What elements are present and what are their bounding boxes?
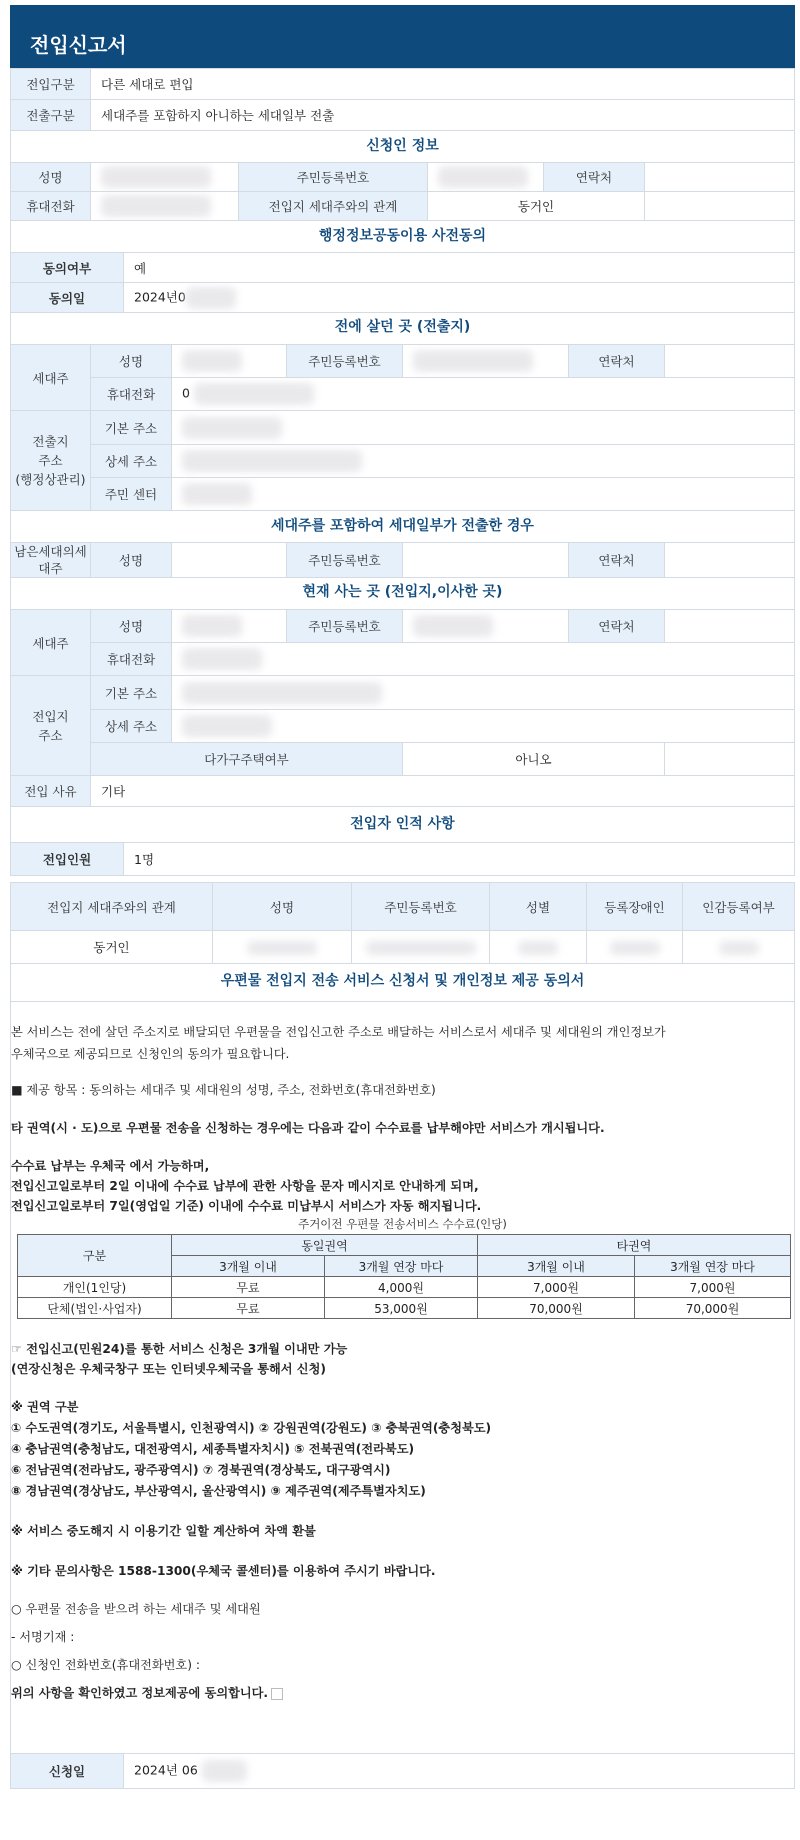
prev-head-label: 세대주	[11, 345, 91, 411]
current-table	[10, 609, 795, 807]
current-rrn-label: 주민등록번호	[287, 610, 403, 643]
prev-table	[10, 344, 795, 511]
partial-contact-label: 연락처	[569, 543, 665, 578]
applicant-rrn-label: 주민등록번호	[239, 163, 428, 192]
postal-fee-2: 전입신고일로부터 2일 이내에 수수료 납부에 관한 사항을 문자 메시지로 안내하게 되며,	[11, 1179, 479, 1193]
postal-section-title: 우편물 전입지 전송 서비스 신청서 및 개인정보 제공 동의서	[10, 964, 795, 1002]
out-type-value: 세대주를 포함하지 아니하는 세대일부 전출	[91, 100, 795, 131]
current-multi-label: 다가구주택여부	[91, 743, 403, 776]
partial-head-label: 남은세대의세 대주	[11, 543, 91, 578]
prev-rrn-label: 주민등록번호	[287, 345, 403, 378]
prev-address-label: 전출지 주소 (행정상관리)	[11, 411, 91, 511]
applicant-name-label: 성명	[11, 163, 91, 192]
partial-section-title: 세대주를 포함하여 세대일부가 전출한 경우	[10, 511, 795, 542]
prev-mobile-value: 0	[182, 385, 190, 401]
persons-count-label: 전입인원	[11, 843, 124, 876]
page-title: 전입신고서	[10, 5, 795, 68]
postal-contact: ※ 기타 문의사항은 1588-1300(우체국 콜센터)를 이용하여 주시기 바랍니다.	[11, 1564, 436, 1578]
consent-agree-value: 예	[124, 253, 795, 283]
consent-section-title: 행정정보공동이용 사전동의	[10, 221, 795, 252]
partial-table	[10, 542, 795, 578]
postal-agree: 위의 사항을 확인하였고 정보제공에 동의합니다.	[11, 1685, 794, 1701]
table-row: 개인(1인당) 무료 4,000원 7,000원 7,000원	[18, 1277, 791, 1298]
persons-header-relation: 전입지 세대주와의 관계	[11, 883, 213, 931]
persons-table	[10, 882, 795, 964]
fee-col-group: 구분	[18, 1235, 172, 1277]
fee-same-region: 동일권역	[172, 1235, 478, 1256]
fee-caption: 주거이전 우편물 전송서비스 수수료(인당)	[298, 1217, 507, 1231]
postal-items: ■ 제공 항목 : 동의하는 세대주 및 세대원의 성명, 주소, 전화번호(휴대전화번호)	[11, 1083, 436, 1097]
persons-count-value: 1명	[124, 843, 795, 876]
persons-header-gender: 성별	[490, 883, 587, 931]
partial-rrn-label: 주민등록번호	[287, 543, 403, 578]
consent-date-label: 동의일	[11, 283, 124, 313]
fee-other-region: 타권역	[478, 1235, 791, 1256]
persons-count-table	[10, 842, 795, 876]
agree-checkbox[interactable]	[271, 1688, 283, 1700]
postal-notice	[10, 1002, 795, 1753]
current-head-label: 세대주	[11, 610, 91, 676]
applicant-relation-label: 전입지 세대주와의 관계	[239, 192, 428, 221]
postal-intro-2: 우체국으로 제공되므로 신청인의 동의가 필요합니다.	[11, 1047, 290, 1061]
current-name-label: 성명	[91, 610, 172, 643]
region-title: ※ 권역 구분	[11, 1400, 79, 1414]
consent-agree-label: 동의여부	[11, 253, 124, 283]
persons-header-rrn: 주민등록번호	[352, 883, 490, 931]
current-contact-label: 연락처	[569, 610, 665, 643]
pointing-hand-icon: ☞	[11, 1342, 22, 1356]
postal-recipients: ○ 우편물 전송을 받으려 하는 세대주 및 세대원	[11, 1602, 261, 1616]
postal-note-2: (연장신청은 우체국창구 또는 인터넷우체국을 통해서 신청)	[11, 1362, 326, 1376]
postal-intro-1: 본 서비스는 전에 살던 주소지로 배달되던 우편물을 전입신고한 주소로 배달하는 서비스로서 세대주 및 세대원의 개인정보가	[11, 1025, 666, 1039]
applicant-contact-value	[645, 163, 795, 192]
postal-fee-1: 수수료 납부는 우체국 에서 가능하며,	[11, 1159, 210, 1173]
move-type-label: 전입구분	[11, 69, 91, 100]
current-multi-value: 아니오	[403, 743, 665, 776]
postal-refund: ※ 서비스 중도해지 시 이용기간 일할 계산하여 차액 환불	[11, 1524, 316, 1538]
fee-table: 구분 동일권역 타권역 3개월 이내 3개월 연장 마다 3개월 이내 3개월 연장 마다 개인(1인당) 무료 4,000원 7,000원 7,000원 단체(법인·사업자) 무료 53,000원 70,000원 70,000원	[17, 1234, 791, 1319]
postal-fee-3: 전입신고일로부터 7일(영업일 기준) 이내에 수수료 미납부시 서비스가 자동 해지됩니다.	[11, 1199, 482, 1213]
apply-date-table	[10, 1753, 795, 1789]
postal-phone: ○ 신청인 전화번호(휴대전화번호) :	[11, 1658, 200, 1672]
prev-center-label: 주민 센터	[91, 478, 172, 511]
applicant-rrn-value	[428, 163, 544, 192]
applicant-mobile-label: 휴대전화	[11, 192, 91, 221]
move-type-value: 다른 세대로 편입	[91, 69, 795, 100]
postal-note-1: ☞ 전입신고(민원24)를 통한 서비스 신청은 3개월 이내만 가능	[11, 1342, 348, 1356]
consent-table	[10, 252, 795, 313]
applicant-section-title: 신청인 정보	[10, 131, 795, 162]
table-row	[11, 931, 795, 964]
applicant-relation-value: 동거인	[428, 192, 645, 221]
persons-header-seal: 인감등록여부	[683, 883, 795, 931]
prev-mobile-label: 휴대전화	[91, 378, 172, 411]
persons-header-name: 성명	[213, 883, 352, 931]
current-detail-label: 상세 주소	[91, 710, 172, 743]
partial-name-label: 성명	[91, 543, 172, 578]
out-type-label: 전출구분	[11, 100, 91, 131]
apply-date-value: 2024년 06	[134, 1762, 198, 1778]
prev-name-label: 성명	[91, 345, 172, 378]
persons-header-disabled: 등록장애인	[587, 883, 683, 931]
prev-detail-label: 상세 주소	[91, 445, 172, 478]
postal-signature: - 서명기재 :	[11, 1630, 75, 1644]
consent-date-value: 2024년0	[134, 289, 186, 304]
current-section-title: 현재 사는 곳 (전입지,이사한 곳)	[10, 578, 795, 609]
current-reason-value: 기타	[91, 776, 795, 807]
persons-section-title: 전입자 인적 사항	[10, 807, 795, 842]
apply-date-label: 신청일	[11, 1754, 124, 1789]
current-address-label: 전입지 주소	[11, 676, 91, 776]
region-line-4: ⑧ 경남권역(경상남도, 부산광역시, 울산광역시) ⑨ 제주권역(제주특별자치도)	[11, 1484, 426, 1498]
form-container	[10, 5, 795, 1789]
region-line-3: ⑥ 전남권역(전라남도, 광주광역시) ⑦ 경북권역(경상북도, 대구광역시)	[11, 1463, 391, 1477]
postal-other-region: 타 권역(시 · 도)으로 우편물 전송을 신청하는 경우에는 다음과 같이 수수료를 납부해야만 서비스가 개시됩니다.	[11, 1121, 605, 1135]
table-row: 단체(법인·사업자) 무료 53,000원 70,000원 70,000원	[18, 1298, 791, 1319]
move-type-table	[10, 68, 795, 131]
applicant-contact-label: 연락처	[544, 163, 645, 192]
applicant-table	[10, 162, 795, 221]
applicant-name-value	[91, 163, 239, 192]
prev-basic-label: 기본 주소	[91, 411, 172, 445]
applicant-mobile-value	[91, 192, 239, 221]
current-basic-label: 기본 주소	[91, 676, 172, 710]
persons-row-relation: 동거인	[11, 931, 213, 964]
prev-contact-label: 연락처	[569, 345, 665, 378]
region-line-2: ④ 충남권역(충청남도, 대전광역시, 세종특별자치시) ⑤ 전북권역(전라북도)	[11, 1442, 415, 1456]
current-reason-label: 전입 사유	[11, 776, 91, 807]
current-mobile-label: 휴대전화	[91, 643, 172, 676]
prev-section-title: 전에 살던 곳 (전출지)	[10, 313, 795, 344]
region-line-1: ① 수도권역(경기도, 서울특별시, 인천광역시) ② 강원권역(강원도) ③ 충북권역(충청북도)	[11, 1421, 492, 1435]
